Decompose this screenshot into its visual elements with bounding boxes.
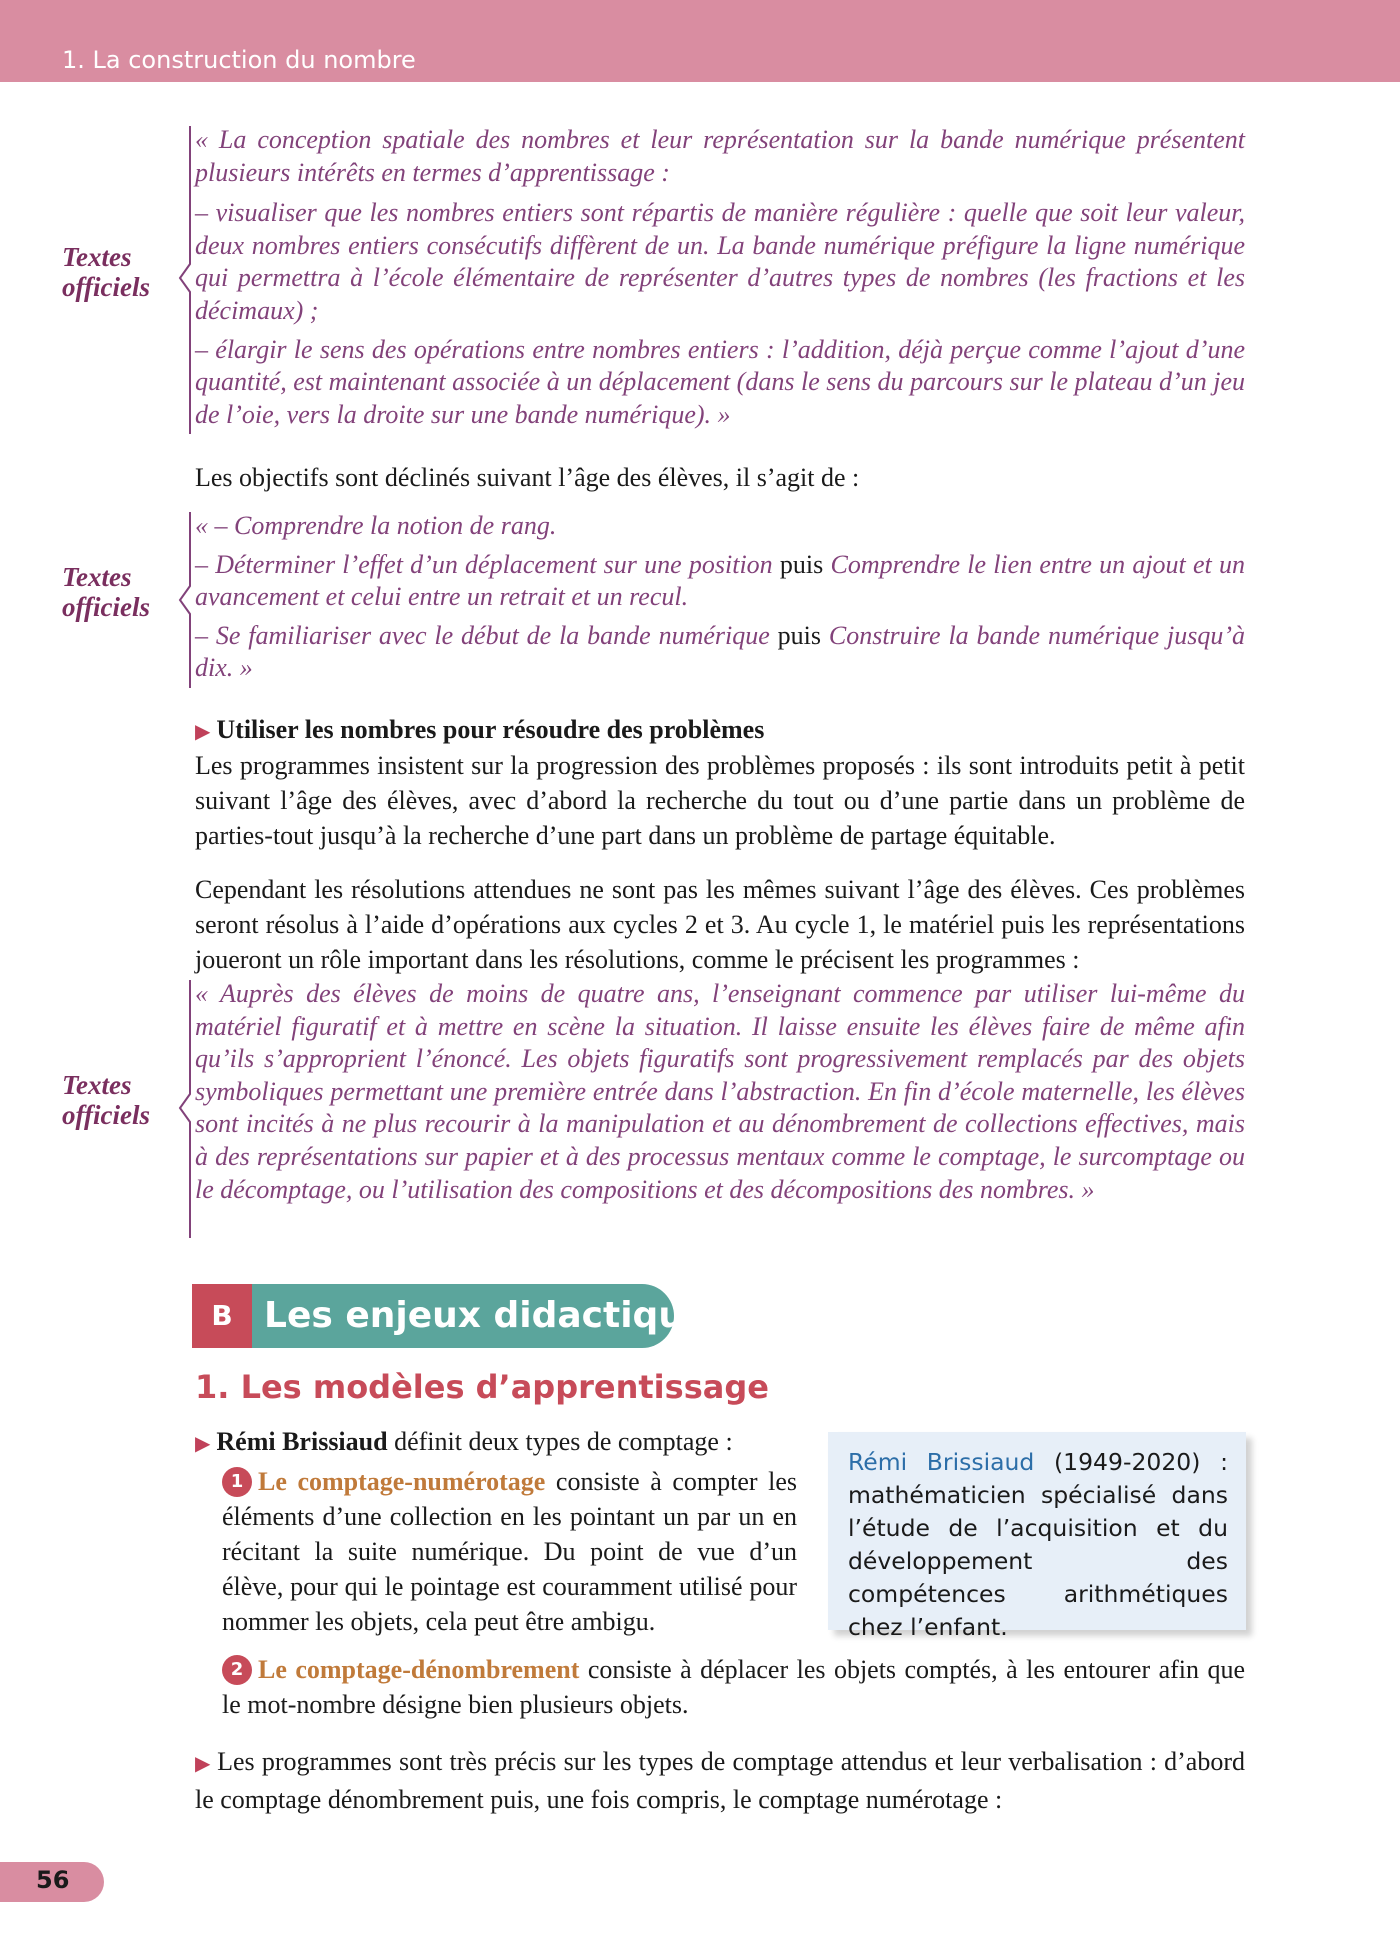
- brace-bracket: [158, 978, 198, 1240]
- subsection-title: 1. Les modèles d’apprentissage: [195, 1368, 769, 1406]
- biography-name: Rémi Brissiaud: [848, 1448, 1035, 1476]
- problems-paragraph-1: Les programmes insistent sur la progression des problèmes proposés : ils sont introduits petit à petit suivant l’âge des élèves, avec d’abord la recherche du tout ou d’une partie dans un problème de parties-tout jusqu’à la recherche d’une part dans un problème de partage équitable.: [195, 751, 1245, 850]
- quote-paragraph: – élargir le sens des opérations entre nombres entiers : l’addition, déjà perçue comme l’ajout d’une quantité, est maintenant associée à un déplacement (dans le sens du parcours sur le plateau d’un jeu de l’oie, vers la droite sur une bande numérique). »: [195, 334, 1245, 429]
- number-1-badge: 1: [222, 1467, 252, 1497]
- official-text-block-1: [50, 124, 1250, 436]
- section-heading: [192, 1284, 730, 1348]
- side-label: Textes officiels: [62, 242, 150, 302]
- section-letter: B: [192, 1284, 252, 1348]
- quote-text: [195, 510, 1245, 685]
- counting-item-2: 2 Le comptage-dénombrement consiste à déplacer les objets comptés, à les entourer afin que le mot-nombre désigne bien plusieurs objets.: [222, 1655, 1245, 1719]
- brace-bracket: [158, 124, 198, 436]
- quote-line: « – Comprendre la notion de rang.: [195, 511, 557, 540]
- section-title: Les enjeux didactiques: [264, 1295, 730, 1336]
- official-text-block-3: [50, 978, 1250, 1240]
- counting-intro: ▶ Rémi Brissiaud définit deux types de comptage :: [195, 1427, 733, 1456]
- problems-paragraph-2: Cependant les résolutions attendues ne sont pas les mêmes suivant l’âge des élèves. Ces problèmes seront résolus à l’aide d’opérations aux cycles 2 et 3. Au cycle 1, le matériel puis les représentations joueront un rôle important dans les résolutions, comme le précisent les programmes :: [195, 875, 1245, 974]
- page-number: 56: [36, 1866, 70, 1894]
- problems-heading: ▶ Utiliser les nombres pour résoudre des problèmes: [195, 715, 765, 744]
- counting-final-paragraph: ▶ Les programmes sont très précis sur les types de comptage attendus et leur verbalisation : d’abord le comptage dénombrement puis, une fois compris, le comptage numérotage :: [195, 1747, 1245, 1814]
- quote-line: – Se familiariser avec le début de la bande numérique puis Construire la bande numérique jusqu’à dix. »: [195, 620, 1246, 683]
- side-label: Textes officiels: [62, 562, 150, 622]
- arrow-icon: ▶: [195, 1433, 211, 1455]
- official-text-block-2: [50, 510, 1250, 690]
- counting-item-1: 1 Le comptage-numérotage consiste à compter les éléments d’une collection en les pointant un par un en récitant la suite numérique. Du point de vue d’un élève, pour qui le pointage est couramment utilisé pour nommer les objets, cela peut être ambigu.: [222, 1467, 797, 1636]
- chapter-title: 1. La construction du nombre: [62, 46, 416, 74]
- number-2-badge: 2: [222, 1655, 252, 1685]
- arrow-icon: ▶: [195, 721, 211, 743]
- biography-text: (1949-2020) : mathématicien spécialisé dans l’étude de l’acquisition et du développement des compétences arithmétiques chez l’enfant.: [848, 1448, 1228, 1641]
- quote-text: « Auprès des élèves de moins de quatre ans, l’enseignant commence par utiliser lui-même du matériel figuratif et à mettre en scène la situation. Il laisse ensuite les élèves faire de même afin qu’ils s’approprient l’énoncé. Les objets figuratifs sont progressivement remplacés par des objets symboliques permettant une première entrée dans l’abstraction. En fin d’école maternelle, les élèves sont incités à ne plus recourir à la manipulation et au dénombrement de collections effectives, mais à des représentations sur papier et à des processus mentaux comme le comptage, le surcomptage ou le décomptage, ou l’utilisation des compositions et des décompositions des nombres. »: [195, 979, 1245, 1204]
- arrow-icon: ▶: [195, 1753, 212, 1775]
- objectives-intro: Les objectifs sont déclinés suivant l’âge des élèves, il s’agit de :: [195, 463, 860, 492]
- quote-line: – Déterminer l’effet d’un déplacement sur une position puis Comprendre le lien entre un ajout et un avancement et celui entre un retrait et un recul.: [195, 549, 1245, 612]
- side-label: Textes officiels: [62, 1070, 150, 1130]
- quote-text: [195, 124, 1245, 431]
- quote-paragraph: – visualiser que les nombres entiers sont répartis de manière régulière : quelle que soit leur valeur, deux nombres entiers consécutifs diffèrent de un. La bande numérique préfigure la ligne numérique qui permettra à l’école élémentaire de représenter d’autres types de nombres (les fractions et les décimaux) ;: [195, 198, 1245, 325]
- quote-paragraph: « La conception spatiale des nombres et leur représentation sur la bande numérique présentent plusieurs intérêts en termes d’apprentissage :: [195, 125, 1245, 187]
- biography-info-box: [828, 1432, 1246, 1641]
- brace-bracket: [158, 510, 198, 690]
